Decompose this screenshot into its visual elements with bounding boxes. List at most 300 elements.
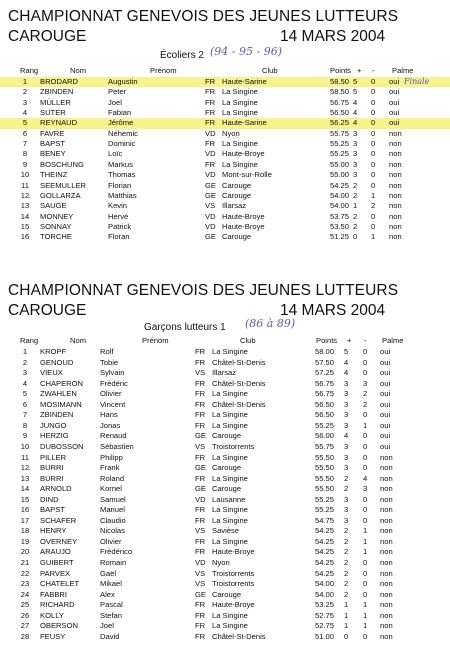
losses-cell: 1 (363, 526, 368, 536)
rank-cell: 3 (22, 368, 28, 378)
club-cell: La Singine (212, 515, 248, 525)
wins-cell: 0 (353, 232, 358, 242)
header-club: Club (240, 336, 256, 345)
wins-cell: 2 (344, 536, 349, 546)
last-name-cell: FAVRE (40, 128, 65, 138)
rank-cell: 9 (22, 159, 28, 169)
last-name-cell: OVERNEY (40, 536, 78, 546)
canton-cell: FR (195, 399, 206, 409)
points-cell: 51.25 (330, 232, 350, 242)
club-cell: La Singine (222, 97, 258, 107)
canton-cell: FR (195, 357, 206, 367)
last-name-cell: BOSCHUNG (40, 159, 84, 169)
losses-cell: 0 (371, 128, 376, 138)
wins-cell: 1 (344, 621, 349, 631)
table-row (0, 526, 450, 536)
losses-cell: 1 (363, 420, 368, 430)
first-name-cell: Samuel (100, 494, 126, 504)
table-row (0, 222, 450, 232)
table-row (0, 98, 450, 108)
losses-cell: 2 (363, 399, 368, 409)
club-cell: Carouge (212, 463, 242, 473)
first-name-cell: Markus (108, 159, 133, 169)
header-rang: Rang (20, 336, 39, 345)
table-row (0, 149, 450, 159)
first-name-cell: Augustin (108, 77, 138, 86)
last-name-cell: TORCHE (40, 232, 72, 242)
losses-cell: 1 (363, 600, 368, 610)
table-row (0, 621, 450, 631)
points-cell: 56.50 (330, 108, 350, 118)
first-name-cell: Joel (108, 97, 122, 107)
location-title: CAROUGE (8, 28, 87, 45)
table-row (0, 347, 450, 357)
wins-cell: 3 (353, 128, 358, 138)
palme-cell: oui (380, 378, 391, 388)
first-name-cell: Sylvain (100, 368, 125, 378)
wins-cell: 1 (344, 600, 349, 610)
losses-cell: 0 (371, 139, 376, 149)
club-cell: Carouge (212, 589, 242, 599)
club-cell: Châtel-St-Denis (212, 357, 266, 367)
canton-cell: VS (195, 368, 206, 378)
first-name-cell: Jérôme (108, 118, 134, 128)
canton-cell: FR (195, 631, 206, 641)
last-name-cell: ARAUJO (40, 547, 71, 557)
palme-cell: oui (389, 97, 400, 107)
table-row (0, 505, 450, 515)
wins-cell: 1 (344, 610, 349, 620)
canton-cell: FR (195, 505, 206, 515)
losses-cell: 0 (371, 159, 376, 169)
club-cell: Savièse (212, 526, 240, 536)
points-cell: 56.25 (330, 118, 350, 128)
canton-cell: GE (205, 190, 216, 200)
club-cell: Haute-Broye (222, 149, 265, 159)
palme-cell: non (380, 452, 393, 462)
losses-cell: 2 (371, 201, 376, 211)
losses-cell: 0 (363, 452, 368, 462)
first-name-cell: Gaël (100, 568, 117, 578)
canton-cell: VD (205, 149, 216, 159)
points-cell: 55.25 (330, 149, 350, 159)
last-name-cell: ARNOLD (40, 484, 72, 494)
wins-cell: 2 (344, 568, 349, 578)
wins-cell: 0 (344, 631, 349, 641)
canton-cell: VD (205, 170, 216, 180)
first-name-cell: Hervé (108, 211, 129, 221)
club-cell: La Singine (212, 347, 248, 356)
club-cell: La Singine (222, 139, 258, 149)
first-name-cell: Frédérico (100, 547, 133, 557)
canton-cell: FR (205, 118, 216, 128)
last-name-cell: VIEUX (40, 368, 63, 378)
wins-cell: 3 (344, 505, 349, 515)
wins-cell: 3 (344, 494, 349, 504)
canton-cell: FR (195, 621, 206, 631)
losses-cell: 0 (363, 410, 368, 420)
canton-cell: FR (195, 473, 206, 483)
last-name-cell: BENEY (40, 149, 66, 159)
table-row (0, 600, 450, 610)
rank-cell: 1 (22, 77, 28, 86)
last-name-cell: ZWAHLEN (40, 389, 77, 399)
canton-cell: VS (195, 579, 206, 589)
rank-cell: 4 (22, 378, 28, 388)
first-name-cell: David (100, 631, 120, 641)
wins-cell: 4 (344, 357, 349, 367)
rank-cell: 14 (20, 484, 30, 494)
table-row (0, 547, 450, 557)
category-title: Garçons lutteurs 1 (144, 322, 226, 333)
points-cell: 55.25 (315, 420, 335, 430)
first-name-cell: Kevin (108, 201, 127, 211)
rank-cell: 14 (20, 211, 30, 221)
club-cell: La Singine (212, 536, 248, 546)
header-prenom: Prénom (142, 336, 169, 345)
wins-cell: 3 (344, 441, 349, 451)
rank-cell: 7 (22, 410, 28, 420)
palme-cell: non (389, 170, 402, 180)
club-cell: Carouge (222, 190, 252, 200)
losses-cell: 0 (371, 170, 376, 180)
first-name-cell: Matthias (108, 190, 137, 200)
points-cell: 54.25 (315, 536, 335, 546)
points-cell: 55.00 (330, 170, 350, 180)
first-name-cell: Florian (108, 180, 132, 190)
canton-cell: FR (205, 159, 216, 169)
table-row (0, 516, 450, 526)
wins-cell: 2 (344, 589, 349, 599)
canton-cell: FR (195, 547, 206, 557)
canton-cell: VD (205, 128, 216, 138)
table-row (0, 212, 450, 222)
wins-cell: 2 (353, 190, 358, 200)
rank-cell: 23 (20, 579, 30, 589)
table-row (0, 160, 450, 170)
canton-cell: FR (195, 600, 206, 610)
club-cell: La Singine (212, 505, 248, 515)
wins-cell: 2 (344, 579, 349, 589)
rank-cell: 6 (22, 128, 28, 138)
points-cell: 58.50 (330, 87, 350, 97)
losses-cell: 1 (363, 536, 368, 546)
table-row (0, 368, 450, 378)
wins-cell: 3 (344, 410, 349, 420)
table-row (0, 421, 450, 431)
last-name-cell: CHATELET (40, 579, 80, 589)
losses-cell: 0 (363, 589, 368, 599)
palme-cell: non (389, 221, 402, 231)
header-palme: Palme (382, 336, 404, 345)
palme-cell: oui (380, 357, 391, 367)
rank-cell: 9 (22, 431, 28, 441)
palme-cell: oui (389, 108, 400, 118)
wins-cell: 4 (353, 97, 358, 107)
losses-cell: 1 (371, 232, 376, 242)
losses-cell: 0 (363, 357, 368, 367)
canton-cell: VS (195, 568, 206, 578)
rank-cell: 22 (20, 568, 30, 578)
last-name-cell: GENOUD (40, 357, 74, 367)
club-cell: Carouge (222, 180, 252, 190)
rank-cell: 16 (20, 232, 30, 242)
table-row (0, 400, 450, 410)
canton-cell: FR (205, 108, 216, 118)
last-name-cell: MONNEY (40, 211, 74, 221)
canton-cell: GE (205, 232, 216, 242)
palme-cell: non (380, 505, 393, 515)
last-name-cell: HERZIG (40, 431, 69, 441)
losses-cell: 0 (371, 180, 376, 190)
rank-cell: 1 (22, 347, 28, 356)
table-row (0, 463, 450, 473)
palme-cell: non (389, 159, 402, 169)
canton-cell: VD (195, 494, 206, 504)
results-section-ecoliers (0, 0, 450, 250)
losses-cell: 0 (363, 579, 368, 589)
last-name-cell: SUTER (40, 108, 66, 118)
club-cell: Carouge (222, 232, 252, 242)
palme-cell: non (380, 526, 393, 536)
points-cell: 55.25 (330, 139, 350, 149)
points-cell: 54.75 (315, 515, 335, 525)
table-row (0, 474, 450, 484)
last-name-cell: MOSIMANN (40, 399, 82, 409)
rank-cell: 11 (21, 452, 29, 462)
rank-cell: 11 (21, 180, 29, 190)
wins-cell: 2 (353, 221, 358, 231)
rank-cell: 8 (22, 420, 28, 430)
points-cell: 56.50 (315, 399, 335, 409)
first-name-cell: Floran (108, 232, 130, 242)
canton-cell: FR (195, 410, 206, 420)
first-name-cell: Stefan (100, 610, 122, 620)
last-name-cell: KOLLY (40, 610, 64, 620)
club-cell: Châtel-St-Denis (212, 378, 266, 388)
wins-cell: 3 (344, 420, 349, 430)
points-cell: 56.75 (330, 97, 350, 107)
last-name-cell: BAPST (40, 139, 65, 149)
table-row (0, 484, 450, 494)
last-name-cell: PILLER (40, 452, 67, 462)
canton-cell: GE (195, 589, 206, 599)
canton-cell: FR (205, 87, 216, 97)
palme-cell: oui (380, 389, 391, 399)
losses-cell: 3 (363, 484, 368, 494)
first-name-cell: Romain (100, 558, 127, 567)
points-cell: 54.25 (330, 180, 350, 190)
palme-cell: non (380, 600, 393, 610)
last-name-cell: HENRY (40, 526, 67, 536)
header-points: Points (330, 66, 352, 75)
last-name-cell: GUIBERT (40, 558, 74, 567)
palme-cell: non (389, 190, 402, 200)
last-name-cell: THEINZ (40, 170, 68, 180)
club-cell: Illarsaz (222, 201, 247, 211)
wins-cell: 5 (353, 87, 358, 97)
rank-cell: 12 (20, 190, 30, 200)
points-cell: 55.75 (330, 128, 350, 138)
wins-cell: 3 (344, 399, 349, 409)
table-row (0, 632, 450, 642)
first-name-cell: Olivier (100, 536, 122, 546)
header-points: Points (316, 336, 338, 345)
palme-cell: non (380, 621, 393, 631)
canton-cell: FR (195, 515, 206, 525)
palme-cell: oui (389, 118, 400, 128)
points-cell: 51.00 (315, 631, 335, 641)
points-cell: 55.75 (315, 441, 335, 451)
table-row (0, 579, 450, 589)
rank-cell: 13 (20, 473, 30, 483)
last-name-cell: BURRI (40, 463, 64, 473)
club-cell: La Singine (222, 87, 258, 97)
first-name-cell: Philipp (100, 452, 123, 462)
handwritten-years-note: (94 - 95 - 96) (210, 45, 282, 58)
wins-cell: 3 (353, 139, 358, 149)
club-cell: Haute-Sarine (222, 118, 267, 128)
palme-cell: oui (380, 368, 391, 378)
canton-cell: VD (195, 558, 206, 567)
palme-cell: non (389, 180, 402, 190)
rank-cell: 20 (20, 547, 30, 557)
canton-cell: VD (205, 221, 216, 231)
first-name-cell: Loïc (108, 149, 123, 159)
table-row (0, 611, 450, 621)
category-title: Écoliers 2 (160, 50, 204, 61)
wins-cell: 3 (344, 463, 349, 473)
first-name-cell: Joel (100, 621, 114, 631)
palme-cell: non (380, 547, 393, 557)
rank-cell: 15 (20, 494, 30, 504)
points-cell: 56.75 (315, 378, 335, 388)
wins-cell: 2 (344, 473, 349, 483)
table-row (0, 87, 450, 97)
table-row (0, 410, 450, 420)
club-cell: Troistorrents (212, 568, 255, 578)
club-cell: Carouge (212, 484, 242, 494)
club-cell: Lausanne (212, 494, 246, 504)
last-name-cell: PARVEX (40, 568, 71, 578)
losses-cell: 0 (363, 515, 368, 525)
wins-cell: 4 (344, 431, 349, 441)
palme-cell: non (389, 211, 402, 221)
canton-cell: VS (195, 526, 206, 536)
palme-cell: oui (380, 441, 391, 451)
rank-cell: 8 (22, 149, 28, 159)
last-name-cell: RICHARD (40, 600, 75, 610)
first-name-cell: Patrick (108, 221, 132, 231)
rank-cell: 10 (20, 441, 30, 451)
canton-cell: VS (205, 201, 216, 211)
first-name-cell: Pascal (100, 600, 123, 610)
last-name-cell: MÜLLER (40, 97, 71, 107)
championship-title: CHAMPIONNAT GENEVOIS DES JEUNES LUTTEURS (8, 8, 399, 25)
table-header (0, 66, 450, 76)
wins-cell: 2 (344, 558, 349, 567)
palme-cell: non (380, 515, 393, 525)
club-cell: La Singine (212, 452, 248, 462)
points-cell: 58.50 (330, 77, 350, 86)
club-cell: La Singine (212, 621, 248, 631)
canton-cell: FR (205, 77, 216, 86)
table-row (0, 431, 450, 441)
last-name-cell: CHAPERON (40, 378, 84, 388)
palme-cell: oui (380, 420, 391, 430)
palme-cell: non (380, 473, 393, 483)
canton-cell: FR (195, 389, 206, 399)
points-cell: 56.50 (315, 410, 335, 420)
club-cell: La Singine (222, 108, 258, 118)
table-row (0, 201, 450, 211)
club-cell: Troistorrents (212, 579, 255, 589)
canton-cell: VD (205, 211, 216, 221)
losses-cell: 0 (371, 87, 376, 97)
canton-cell: FR (195, 610, 206, 620)
club-cell: Mont-sur-Rolle (222, 170, 272, 180)
club-cell: La Singine (212, 473, 248, 483)
club-cell: Haute-Broye (222, 211, 265, 221)
last-name-cell: SONNAY (40, 221, 72, 231)
losses-cell: 0 (371, 108, 376, 118)
first-name-cell: Dominic (108, 139, 136, 149)
club-cell: Châtel-St-Denis (212, 631, 266, 641)
rank-cell: 26 (20, 610, 30, 620)
wins-cell: 4 (344, 368, 349, 378)
rank-cell: 25 (20, 600, 30, 610)
canton-cell: FR (195, 347, 206, 356)
palme-cell: oui (380, 431, 391, 441)
canton-cell: VS (195, 441, 206, 451)
rank-cell: 16 (20, 505, 30, 515)
first-name-cell: Hans (100, 410, 118, 420)
rank-cell: 4 (22, 108, 28, 118)
first-name-cell: Alex (100, 589, 115, 599)
first-name-cell: Frédéric (100, 378, 128, 388)
losses-cell: 4 (363, 473, 368, 483)
header-nom: Nom (70, 336, 87, 345)
first-name-cell: Manuel (100, 505, 125, 515)
points-cell: 52.75 (315, 621, 335, 631)
table-row (0, 77, 450, 87)
palme-cell: non (380, 463, 393, 473)
first-name-cell: Renaud (100, 431, 127, 441)
wins-cell: 5 (353, 77, 358, 86)
location-title: CAROUGE (8, 302, 87, 319)
first-name-cell: Mikael (100, 579, 122, 589)
points-cell: 53.25 (315, 600, 335, 610)
canton-cell: FR (195, 378, 206, 388)
first-name-cell: Sébastien (100, 441, 134, 451)
table-row (0, 232, 450, 242)
points-cell: 58.00 (315, 347, 335, 356)
table-row (0, 191, 450, 201)
table-header (0, 336, 450, 346)
wins-cell: 3 (353, 170, 358, 180)
losses-cell: 0 (363, 441, 368, 451)
table-row (0, 108, 450, 118)
last-name-cell: REYNAUD (40, 118, 78, 128)
first-name-cell: Fabian (108, 108, 132, 118)
rank-cell: 28 (20, 631, 30, 641)
points-cell: 57.25 (315, 368, 335, 378)
first-name-cell: Thomas (108, 170, 136, 180)
wins-cell: 5 (344, 347, 349, 356)
table-row (0, 495, 450, 505)
handwritten-years-note: (86 à 89) (245, 317, 296, 330)
club-cell: La Singine (212, 410, 248, 420)
